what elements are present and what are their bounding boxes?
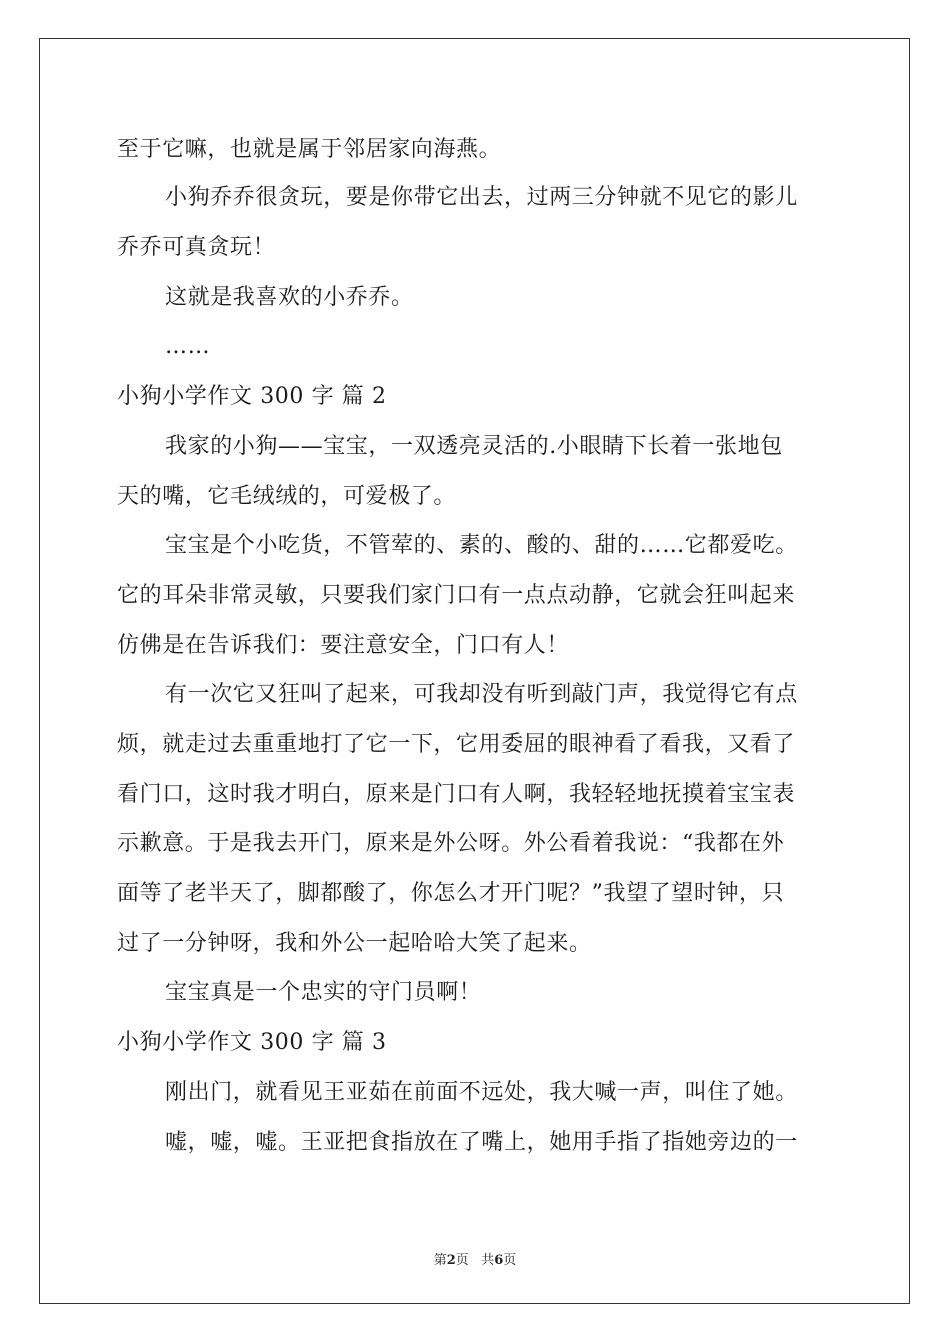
page-border — [39, 38, 910, 1304]
total-page-number: 6 — [494, 1253, 504, 1268]
text-line: 刚出门，就看见王亚茹在前面不远处，我大喊一声，叫住了她。 — [165, 1080, 798, 1105]
text-line: 宝宝是个小吃货，不管荤的、素的、酸的、甜的……它都爱吃。 — [165, 533, 798, 558]
text-line: 它的耳朵非常灵敏，只要我们家门口有一点点动静，它就会狂叫起来 — [117, 583, 796, 608]
text-line: 至于它嘛，也就是属于邻居家向海燕。 — [117, 137, 502, 162]
page-suffix: 页 — [503, 1253, 517, 1268]
text-line: 有一次它又狂叫了起来，可我却没有听到敲门声，我觉得它有点 — [165, 682, 798, 707]
current-page-number: 2 — [446, 1253, 456, 1268]
text-line: 烦，就走过去重重地打了它一下，它用委屈的眼神看了看我，又看了 — [117, 732, 796, 757]
text-line: 这就是我喜欢的小乔乔。 — [165, 285, 414, 310]
text-line: 宝宝真是一个忠实的守门员啊！ — [165, 980, 482, 1005]
text-line: 我家的小狗——宝宝，一双透亮灵活的.小眼睛下长着一张地包 — [165, 434, 783, 459]
text-line: 乔乔可真贪玩！ — [117, 235, 276, 260]
text-line: …… — [165, 334, 211, 359]
text-line: 过了一分钟呀，我和外公一起哈哈大笑了起来。 — [117, 931, 592, 956]
page-mid: 页 共 — [455, 1253, 495, 1268]
section-heading: 小狗小学作文 300 字 篇 2 — [117, 384, 387, 409]
text-line: 示歉意。于是我去开门，原来是外公呀。外公看着我说：“我都在外 — [117, 831, 785, 856]
page-footer — [0, 1249, 950, 1268]
text-line: 看门口，这时我才明白，原来是门口有人啊，我轻轻地抚摸着宝宝表 — [117, 782, 796, 807]
text-line: 天的嘴，它毛绒绒的，可爱极了。 — [117, 484, 457, 509]
page-prefix: 第 — [433, 1253, 447, 1268]
text-line: 面等了老半天了，脚都酸了，你怎么才开门呢？”我望了望时钟，只 — [117, 881, 785, 906]
text-line: 仿佛是在告诉我们：要注意安全，门口有人！ — [117, 633, 570, 658]
text-line: 嘘，嘘，嘘。王亚把食指放在了嘴上，她用手指了指她旁边的一 — [165, 1130, 798, 1155]
section-heading: 小狗小学作文 300 字 篇 3 — [117, 1030, 387, 1055]
text-line: 小狗乔乔很贪玩，要是你带它出去，过两三分钟就不见它的影儿 — [165, 185, 798, 210]
